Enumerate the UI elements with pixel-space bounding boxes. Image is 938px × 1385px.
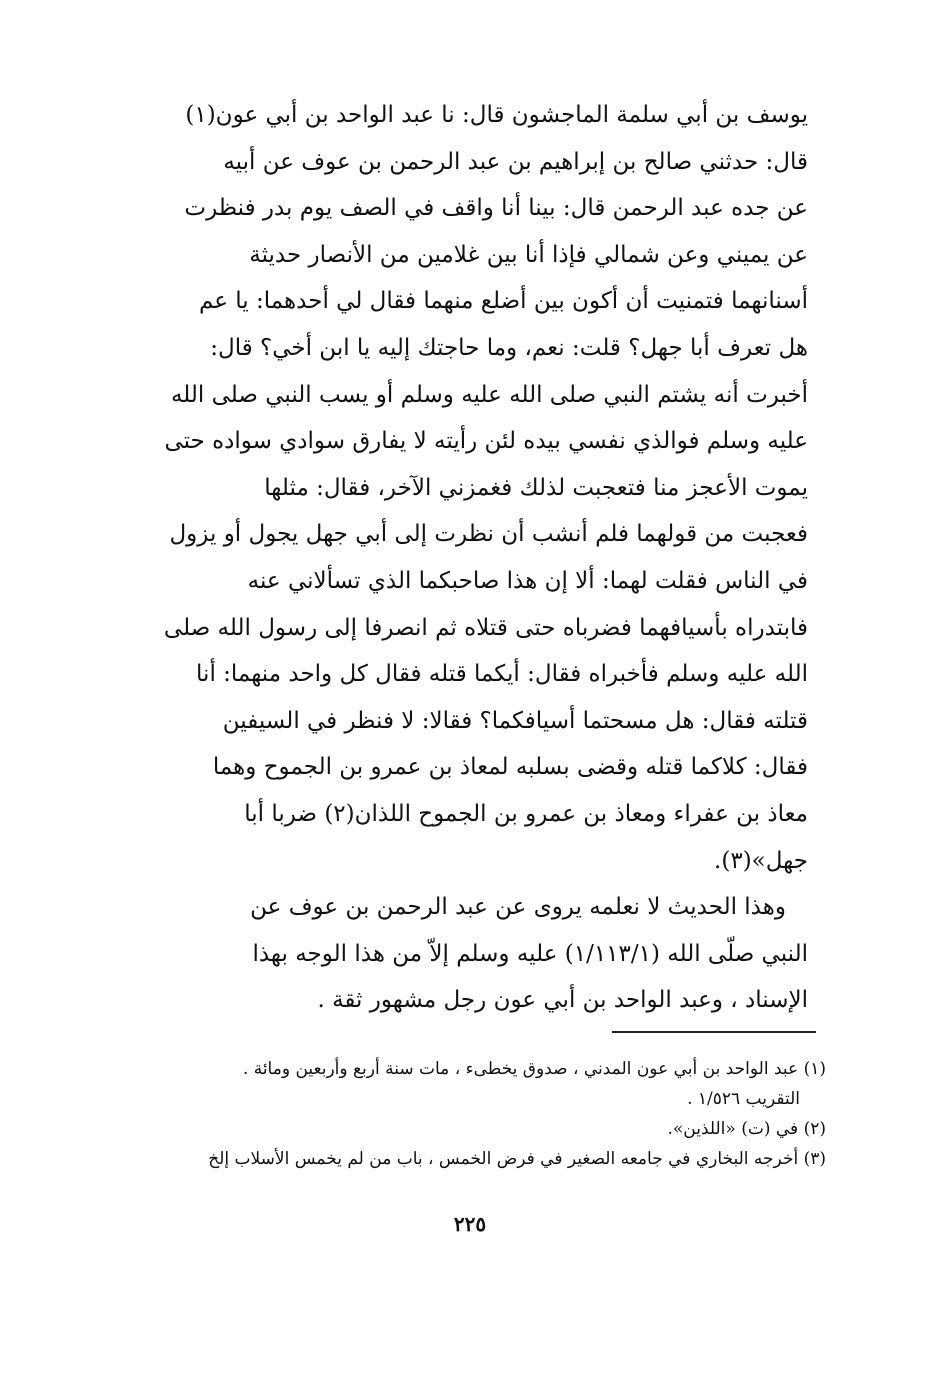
text-line-4: عن يميني وعن شمالي فإذا أنا بين غلامين من الأنصار حديثة: [249, 241, 808, 268]
text-line-15: فقال: كلاكما قتله وقضى بسلبه لمعاذ بن عمرو بن الجموح وهما: [212, 754, 808, 781]
text-line-2: قال: حدثني صالح بن إبراهيم بن عبد الرحمن بن عوف عن أبيه: [223, 148, 808, 175]
text-line-16: معاذ بن عفراء ومعاذ بن عمرو بن الجموح اللذان(٢) ضربا أبا: [244, 800, 808, 827]
text-line-10: فعجبت من قولهما فلم أنشب أن نظرت إلى أبي جهل يجول أو يزول: [169, 521, 808, 548]
text-line-13: الله عليه وسلم فأخبراه فقال: أيكما قتله فقال كل واحد منهما: أنا: [196, 661, 808, 688]
footnote-1: (١) عبد الواحد بن أبي عون المدني ، صدوق يخطىء ، مات سنة أربع وأربعين ومائة .: [242, 1059, 826, 1079]
page-number: ٢٢٥: [453, 1212, 487, 1236]
text-line-5: أسنانهما فتمنيت أن أكون بين أضلع منهما فقال لي أحدهما: يا عم: [198, 288, 808, 315]
text-line-9: يموت الأعجز منا فتعجبت لذلك فغمزني الآخر، فقال: مثلها: [264, 474, 808, 501]
text-line-18: وهذا الحديث لا نعلمه يروى عن عبد الرحمن بن عوف عن: [250, 894, 786, 921]
footnotes: [120, 1054, 826, 1174]
footnote-divider: [612, 1031, 816, 1033]
text-line-6: هل تعرف أبا جهل؟ قلت: نعم، وما حاجتك إليه يا ابن أخي؟ قال:: [210, 334, 808, 361]
text-line-14: قتلته فقال: هل مسحتما أسيافكما؟ فقالا: لا فنظر في السيفين: [222, 707, 808, 734]
text-line-11: في الناس فقلت لهما: ألا إن هذا صاحبكما الذي تسألاني عنه: [247, 567, 808, 594]
text-line-20: الإسناد ، وعبد الواحد بن أبي عون رجل مشهور ثقة .: [317, 987, 808, 1014]
text-line-12: فابتدراه بأسيافهما فضرباه حتى قتلاه ثم انصرفا إلى رسول الله صلى: [163, 614, 808, 641]
text-line-19: النبي صلّى الله (١/١١٣/١) عليه وسلم إلاّ من هذا الوجه بهذا: [252, 940, 808, 967]
main-text: [128, 92, 808, 1024]
text-line-1: يوسف بن أبي سلمة الماجشون قال: نا عبد الواحد بن أبي عون(١): [185, 102, 808, 128]
footnote-2: (٢) في (ت) «اللذين».: [667, 1119, 826, 1139]
footnote-3: (٣) أخرجه البخاري في جامعه الصغير في فرض الخمس ، باب من لم يخمس الأسلاب إلخ: [208, 1149, 826, 1169]
text-line-3: عن جده عبد الرحمن قال: بينا أنا واقف في الصف يوم بدر فنظرت: [184, 195, 808, 222]
text-line-17: جهل»(٣).: [714, 847, 808, 874]
text-line-7: أخبرت أنه يشتم النبي صلى الله عليه وسلم أو يسب النبي صلى الله: [170, 381, 808, 408]
text-line-8: عليه وسلم فوالذي نفسي بيده لئن رأيته لا يفارق سوادي سواده حتى: [164, 428, 808, 455]
footnote-1-continuation: التقريب ١/٥٢٦ .: [687, 1089, 800, 1109]
